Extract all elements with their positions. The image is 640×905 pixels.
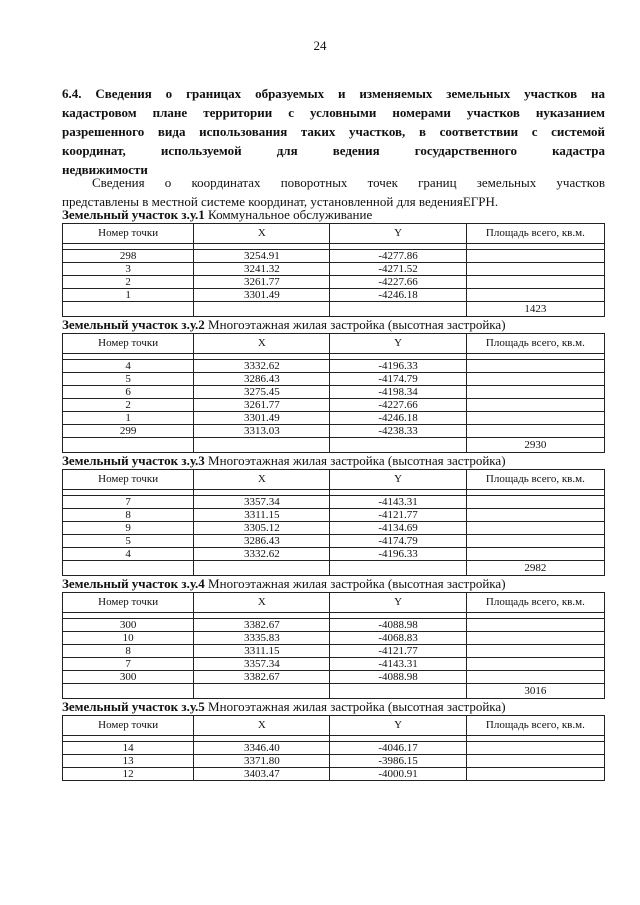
intro-paragraph (62, 173, 605, 211)
area-cell (466, 386, 604, 399)
point-number-cell: 299 (63, 425, 194, 438)
x-coordinate-cell: 3311.15 (194, 645, 330, 658)
y-coordinate-cell: -4088.98 (330, 619, 466, 632)
point-number-cell: 1 (63, 289, 194, 302)
table-row (63, 386, 605, 399)
parcel-use: Коммунальное обслуживание (208, 207, 373, 222)
x-coordinate-cell: 3346.40 (194, 742, 330, 755)
table-row (63, 535, 605, 548)
parcel-label: Земельный участок з.у.2 (62, 317, 205, 332)
x-coordinate-cell: 3382.67 (194, 619, 330, 632)
table-header-row (63, 470, 605, 490)
y-coordinate-cell: -4174.79 (330, 535, 466, 548)
x-coordinate-cell: 3403.47 (194, 768, 330, 781)
x-coordinate-cell: 3301.49 (194, 289, 330, 302)
table-row (63, 768, 605, 781)
table-row (63, 658, 605, 671)
point-number-cell: 8 (63, 645, 194, 658)
table-cell (330, 684, 466, 699)
coordinates-table (62, 715, 605, 781)
table-cell (330, 561, 466, 576)
x-coordinate-cell: 3332.62 (194, 548, 330, 561)
coordinates-table (62, 592, 605, 699)
area-cell (466, 755, 604, 768)
y-coordinate-cell: -4271.52 (330, 263, 466, 276)
column-header-y: Y (330, 716, 466, 736)
intro-line: Сведения о координатах поворотных точек границ земельных участков (92, 175, 605, 190)
parcel-block (62, 207, 605, 317)
area-cell (466, 671, 604, 684)
table-cell (194, 438, 330, 453)
column-header-area: Площадь всего, кв.м. (466, 716, 604, 736)
area-cell (466, 535, 604, 548)
point-number-cell: 1 (63, 412, 194, 425)
column-header-x: X (194, 334, 330, 354)
y-coordinate-cell: -4046.17 (330, 742, 466, 755)
y-coordinate-cell: -4196.33 (330, 360, 466, 373)
area-cell (466, 360, 604, 373)
x-coordinate-cell: 3311.15 (194, 509, 330, 522)
total-area-cell: 2982 (466, 561, 604, 576)
parcel-use: Многоэтажная жилая застройка (высотная застройка) (208, 576, 506, 591)
column-header-x: X (194, 470, 330, 490)
parcel-block (62, 453, 605, 576)
table-cell (63, 302, 194, 317)
column-header-area: Площадь всего, кв.м. (466, 224, 604, 244)
point-number-cell: 13 (63, 755, 194, 768)
parcel-block (62, 699, 605, 781)
column-header-x: X (194, 593, 330, 613)
y-coordinate-cell: -4227.66 (330, 399, 466, 412)
area-cell (466, 658, 604, 671)
parcel-use: Многоэтажная жилая застройка (высотная застройка) (208, 453, 506, 468)
column-header-point: Номер точки (63, 334, 194, 354)
x-coordinate-cell: 3275.45 (194, 386, 330, 399)
section-heading-line: недвижимости (62, 162, 148, 177)
x-coordinate-cell: 3261.77 (194, 276, 330, 289)
y-coordinate-cell: -4068.83 (330, 632, 466, 645)
table-row (63, 412, 605, 425)
point-number-cell: 3 (63, 263, 194, 276)
area-cell (466, 289, 604, 302)
table-total-row (63, 438, 605, 453)
y-coordinate-cell: -4227.66 (330, 276, 466, 289)
parcel-title (62, 207, 605, 223)
y-coordinate-cell: -4246.18 (330, 412, 466, 425)
column-header-y: Y (330, 334, 466, 354)
point-number-cell: 12 (63, 768, 194, 781)
table-cell (194, 561, 330, 576)
table-total-row (63, 684, 605, 699)
column-header-y: Y (330, 470, 466, 490)
section-heading-line: разрешенного вида использования таких участков, в соответствии с системой (62, 124, 605, 139)
point-number-cell: 5 (63, 373, 194, 386)
table-row (63, 619, 605, 632)
area-cell (466, 276, 604, 289)
column-header-point: Номер точки (63, 716, 194, 736)
table-row (63, 755, 605, 768)
table-row (63, 548, 605, 561)
total-area-cell: 1423 (466, 302, 604, 317)
area-cell (466, 250, 604, 263)
area-cell (466, 632, 604, 645)
point-number-cell: 6 (63, 386, 194, 399)
point-number-cell: 300 (63, 619, 194, 632)
x-coordinate-cell: 3286.43 (194, 535, 330, 548)
parcel-list (62, 207, 605, 781)
section-heading-line: кадастровом плане территории с условными номерами участков нуказанием (62, 105, 605, 120)
y-coordinate-cell: -3986.15 (330, 755, 466, 768)
table-row (63, 522, 605, 535)
area-cell (466, 263, 604, 276)
table-cell (63, 438, 194, 453)
parcel-title (62, 317, 605, 333)
point-number-cell: 10 (63, 632, 194, 645)
x-coordinate-cell: 3357.34 (194, 658, 330, 671)
area-cell (466, 425, 604, 438)
point-number-cell: 2 (63, 399, 194, 412)
coordinates-table (62, 469, 605, 576)
parcel-title (62, 576, 605, 592)
table-row (63, 360, 605, 373)
area-cell (466, 399, 604, 412)
y-coordinate-cell: -4238.33 (330, 425, 466, 438)
parcel-use: Многоэтажная жилая застройка (высотная застройка) (208, 317, 506, 332)
x-coordinate-cell: 3286.43 (194, 373, 330, 386)
table-cell (63, 684, 194, 699)
y-coordinate-cell: -4246.18 (330, 289, 466, 302)
section-heading-line: координат, используемой для ведения государственного кадастра (62, 143, 605, 158)
parcel-label: Земельный участок з.у.5 (62, 699, 205, 714)
parcel-title (62, 453, 605, 469)
y-coordinate-cell: -4088.98 (330, 671, 466, 684)
table-total-row (63, 302, 605, 317)
table-row (63, 671, 605, 684)
x-coordinate-cell: 3301.49 (194, 412, 330, 425)
area-cell (466, 619, 604, 632)
column-header-x: X (194, 224, 330, 244)
y-coordinate-cell: -4174.79 (330, 373, 466, 386)
point-number-cell: 2 (63, 276, 194, 289)
area-cell (466, 645, 604, 658)
x-coordinate-cell: 3371.80 (194, 755, 330, 768)
table-row (63, 276, 605, 289)
table-header-row (63, 716, 605, 736)
y-coordinate-cell: -4143.31 (330, 658, 466, 671)
column-header-area: Площадь всего, кв.м. (466, 593, 604, 613)
section-heading-line: 6.4. Сведения о границах образуемых и изменяемых земельных участков на (62, 86, 605, 101)
y-coordinate-cell: -4000.91 (330, 768, 466, 781)
area-cell (466, 373, 604, 386)
y-coordinate-cell: -4121.77 (330, 645, 466, 658)
parcel-block (62, 576, 605, 699)
point-number-cell: 9 (63, 522, 194, 535)
table-header-row (63, 334, 605, 354)
point-number-cell: 14 (63, 742, 194, 755)
area-cell (466, 522, 604, 535)
table-cell (330, 438, 466, 453)
table-header-row (63, 224, 605, 244)
parcel-block (62, 317, 605, 453)
table-cell (194, 684, 330, 699)
table-cell (330, 302, 466, 317)
table-row (63, 373, 605, 386)
y-coordinate-cell: -4277.86 (330, 250, 466, 263)
intro-line: представлены в местной системе координат, установленной для веденияЕГРН. (62, 194, 499, 209)
table-row (63, 509, 605, 522)
point-number-cell: 4 (63, 360, 194, 373)
column-header-y: Y (330, 593, 466, 613)
column-header-area: Площадь всего, кв.м. (466, 334, 604, 354)
y-coordinate-cell: -4143.31 (330, 496, 466, 509)
y-coordinate-cell: -4121.77 (330, 509, 466, 522)
table-cell (194, 302, 330, 317)
coordinates-table (62, 223, 605, 317)
column-header-point: Номер точки (63, 470, 194, 490)
area-cell (466, 412, 604, 425)
table-row (63, 645, 605, 658)
x-coordinate-cell: 3305.12 (194, 522, 330, 535)
parcel-label: Земельный участок з.у.3 (62, 453, 205, 468)
x-coordinate-cell: 3241.32 (194, 263, 330, 276)
point-number-cell: 7 (63, 658, 194, 671)
parcel-label: Земельный участок з.у.4 (62, 576, 205, 591)
point-number-cell: 7 (63, 496, 194, 509)
x-coordinate-cell: 3332.62 (194, 360, 330, 373)
area-cell (466, 496, 604, 509)
x-coordinate-cell: 3335.83 (194, 632, 330, 645)
total-area-cell: 3016 (466, 684, 604, 699)
x-coordinate-cell: 3261.77 (194, 399, 330, 412)
coordinates-table (62, 333, 605, 453)
parcel-use: Многоэтажная жилая застройка (высотная застройка) (208, 699, 506, 714)
table-cell (63, 561, 194, 576)
point-number-cell: 8 (63, 509, 194, 522)
column-header-x: X (194, 716, 330, 736)
page-number: 24 (313, 38, 327, 53)
point-number-cell: 5 (63, 535, 194, 548)
column-header-y: Y (330, 224, 466, 244)
y-coordinate-cell: -4198.34 (330, 386, 466, 399)
table-row (63, 496, 605, 509)
table-row (63, 289, 605, 302)
table-total-row (63, 561, 605, 576)
x-coordinate-cell: 3357.34 (194, 496, 330, 509)
table-row (63, 399, 605, 412)
column-header-area: Площадь всего, кв.м. (466, 470, 604, 490)
area-cell (466, 768, 604, 781)
table-row (63, 250, 605, 263)
parcel-title (62, 699, 605, 715)
area-cell (466, 742, 604, 755)
table-row (63, 632, 605, 645)
x-coordinate-cell: 3382.67 (194, 671, 330, 684)
section-heading (62, 84, 605, 179)
table-row (63, 425, 605, 438)
table-row (63, 263, 605, 276)
table-row (63, 742, 605, 755)
area-cell (466, 509, 604, 522)
column-header-point: Номер точки (63, 224, 194, 244)
column-header-point: Номер точки (63, 593, 194, 613)
table-header-row (63, 593, 605, 613)
y-coordinate-cell: -4134.69 (330, 522, 466, 535)
parcel-label: Земельный участок з.у.1 (62, 207, 205, 222)
point-number-cell: 298 (63, 250, 194, 263)
area-cell (466, 548, 604, 561)
total-area-cell: 2930 (466, 438, 604, 453)
x-coordinate-cell: 3254.91 (194, 250, 330, 263)
point-number-cell: 300 (63, 671, 194, 684)
y-coordinate-cell: -4196.33 (330, 548, 466, 561)
point-number-cell: 4 (63, 548, 194, 561)
x-coordinate-cell: 3313.03 (194, 425, 330, 438)
